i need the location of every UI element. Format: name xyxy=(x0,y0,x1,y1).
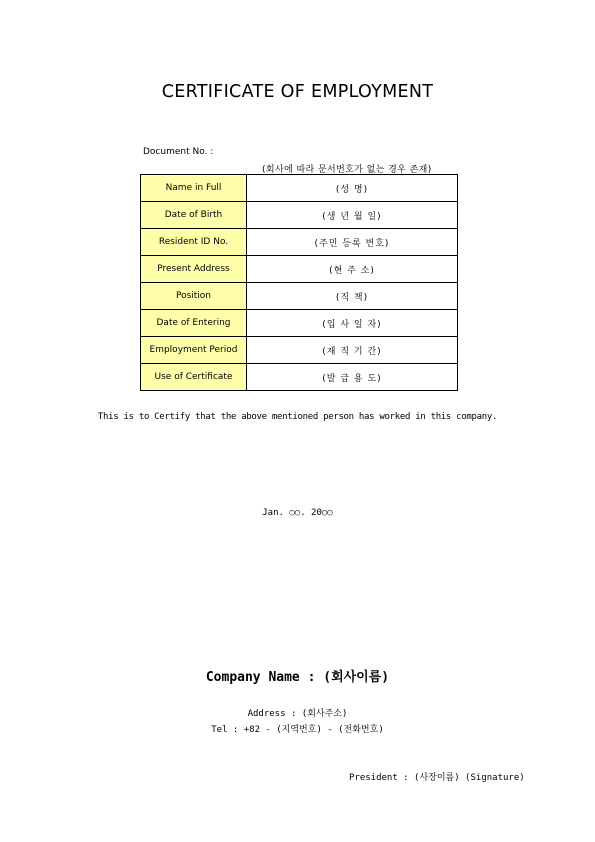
row-label: Resident ID No. xyxy=(141,229,247,256)
table-row xyxy=(141,364,458,391)
employee-info-table xyxy=(140,174,458,391)
row-value: (주민 등록 번호) xyxy=(247,229,458,256)
issue-date: Jan. ○○. 20○○ xyxy=(262,508,333,518)
row-label: Employment Period xyxy=(141,337,247,364)
company-address: Address : (회사주소) xyxy=(247,709,348,719)
table-row xyxy=(141,310,458,337)
row-label: Position xyxy=(141,283,247,310)
table-row xyxy=(141,229,458,256)
row-label: Name in Full xyxy=(141,175,247,202)
row-label: Use of Certificate xyxy=(141,364,247,391)
row-value: (입 사 일 자) xyxy=(247,310,458,337)
document-number-label: Document No. : xyxy=(143,147,214,157)
row-label: Date of Entering xyxy=(141,310,247,337)
document-number-note: (회사에 따라 문서번호가 없는 경우 존재) xyxy=(262,165,432,175)
table-row xyxy=(141,202,458,229)
table-row xyxy=(141,283,458,310)
table-row xyxy=(141,175,458,202)
row-value: (생 년 월 일) xyxy=(247,202,458,229)
president-signature-line: President : (사장이름) (Signature) xyxy=(349,773,525,783)
row-value: (재 직 기 간) xyxy=(247,337,458,364)
row-value: (발 급 용 도) xyxy=(247,364,458,391)
company-name: Company Name : (회사이름) xyxy=(205,670,390,685)
table-row xyxy=(141,337,458,364)
row-label: Present Address xyxy=(141,256,247,283)
row-value: (직 책) xyxy=(247,283,458,310)
company-phone: Tel : +82 - (지역번호) - (전화번호) xyxy=(211,725,384,735)
page-title: CERTIFICATE OF EMPLOYMENT xyxy=(161,82,434,102)
table-row xyxy=(141,256,458,283)
row-value: (현 주 소) xyxy=(247,256,458,283)
row-label: Date of Birth xyxy=(141,202,247,229)
row-value: (성 명) xyxy=(247,175,458,202)
certification-statement: This is to Certify that the above mentioned person has worked in this company. xyxy=(97,412,498,422)
